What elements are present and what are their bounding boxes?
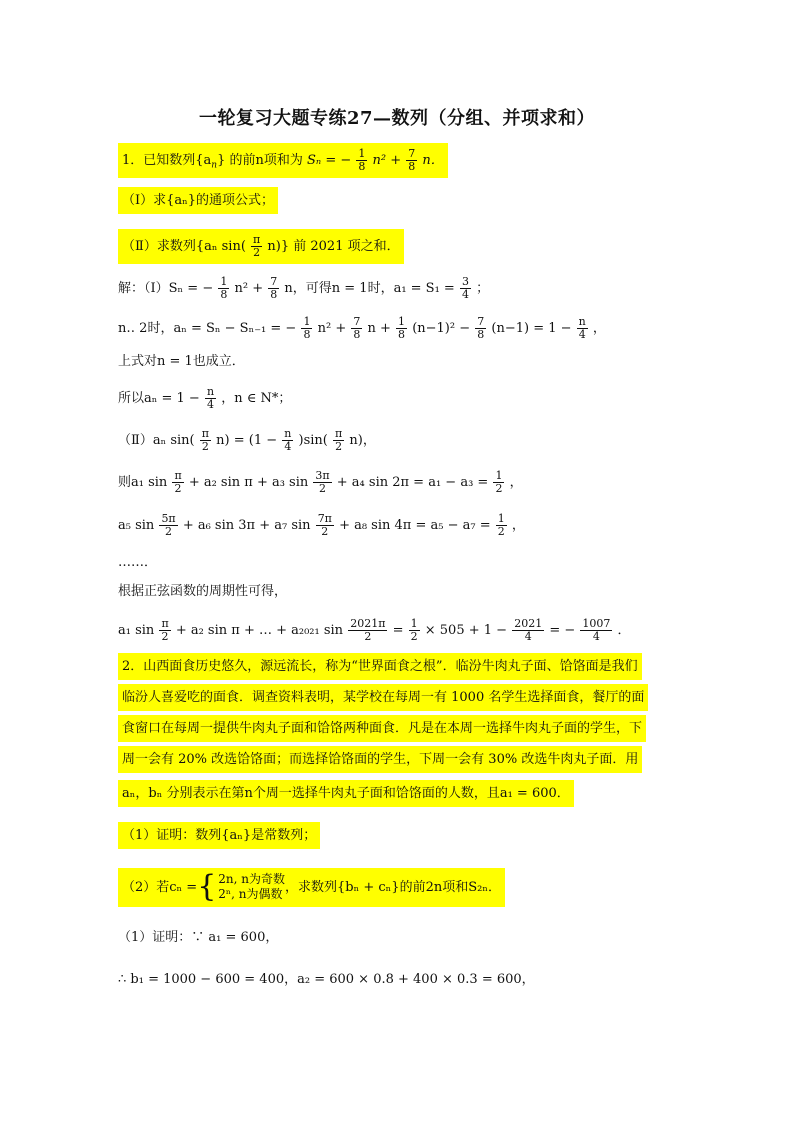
sol1-l5-frac-1: $\frac{\pi}{2}$ — [201, 427, 209, 453]
cases-brace: { — [197, 869, 217, 904]
q2-line-3-text: 食窗口在每周一提供牛肉丸子面和饸饹两种面食．凡是在本周一选择牛肉丸子面的学生，下 — [118, 715, 646, 742]
q1-part2-highlight — [118, 229, 404, 264]
sol1-l7-frac-3: $\frac{1}{2}$ — [497, 512, 505, 538]
sol1-l10-frac-1: $\frac{\pi}{2}$ — [161, 617, 169, 643]
sol1-l1-frac-3: $\frac{3}{4}$ — [461, 275, 469, 301]
q2-part1 — [118, 826, 320, 846]
sol1-line-1: 解：（Ⅰ）Sₙ = − $\frac{1}{8}$ n² + $\frac{7}{8}$ n，可得n = 1时，a₁ = S₁ = $\frac{3}{4}$ ； — [118, 275, 490, 301]
sol1-line-10: a₁ sin $\frac{\pi}{2}$ + a₂ sin π + … + a₂₀₂₁ sin $\frac{2021\pi}{2}$ = $\frac{1}{2}$ × 505 + 1 − $\frac{2021}{4}$ = − $\frac{1007}{4}$ ． — [118, 617, 631, 643]
sol1-l2-frac-5: $\frac{n}{4}$ — [578, 315, 586, 341]
sol1-l2-frac-2: $\frac{7}{8}$ — [353, 315, 361, 341]
sol1-line-8: ……． — [118, 555, 158, 570]
page-title: 一轮复习大题专练27—数列（分组、并项求和） — [198, 108, 596, 129]
sol1-line-6: 则a₁ sin $\frac{\pi}{2}$ + a₂ sin π + a₃ sin $\frac{3\pi}{2}$ + a₄ sin 2π = a₁ − a₃ = $\frac{1}{2}$ ， — [118, 469, 523, 495]
sol1-l5-frac-2: $\frac{n}{4}$ — [284, 427, 292, 453]
q1-formula-mid: n² + — [372, 153, 402, 168]
q1-frac-2: $\frac{7}{8}$ — [408, 147, 416, 173]
q2-part1-text: （1）证明：数列{aₙ}是常数列； — [118, 822, 320, 849]
sol1-l10-frac-4: $\frac{2021}{4}$ — [514, 617, 543, 643]
sol1-l1-frac-2: $\frac{7}{8}$ — [270, 275, 278, 301]
sol1-l2-frac-4: $\frac{7}{8}$ — [477, 315, 485, 341]
q1-stem-rest: } 的前n项和为 — [217, 153, 303, 168]
q2-line-2-text: 临汾人喜爱吃的面食．调查资料表明，某学校在每周一有 1000 名学生选择面食，餐厅的面 — [118, 684, 648, 711]
sol1-l1-frac-1: $\frac{1}{8}$ — [220, 275, 228, 301]
q2-part2 — [118, 869, 505, 904]
sol1-line-7: a₅ sin $\frac{5\pi}{2}$ + a₆ sin 3π + a₇ sin $\frac{7\pi}{2}$ + a₈ sin 4π = a₅ − a₇ = $\frac{1}{2}$ ， — [118, 512, 525, 538]
q2-line-2 — [118, 688, 648, 708]
q1-part2-a: （Ⅱ）求数列{aₙ sin( — [122, 239, 246, 254]
sol1-line-4: 所以aₙ = 1 − $\frac{n}{4}$ ，n ∈ N*； — [118, 385, 292, 411]
sol1-l10-frac-2: $\frac{2021\pi}{2}$ — [350, 617, 386, 643]
q2-part2-b: ，求数列{bₙ + cₙ}的前2n项和S₂ₙ． — [285, 879, 501, 895]
sol1-l5-frac-3: $\frac{\pi}{2}$ — [335, 427, 343, 453]
sol1-l10-frac-3: $\frac{1}{2}$ — [410, 617, 418, 643]
q1-stem — [118, 148, 448, 176]
q1-frac-1: $\frac{1}{8}$ — [358, 147, 366, 173]
sol1-l7-frac-1: $\frac{5\pi}{2}$ — [161, 512, 176, 538]
sol1-line-2: n‥ 2时，aₙ = Sₙ − Sₙ₋₁ = − $\frac{1}{8}$ n² + $\frac{7}{8}$ n + $\frac{1}{8}$ (n−1)² − $\frac{7}{8}$ (n−1) = 1 − $\frac{n}{4}$ ， — [118, 315, 606, 341]
sol2-line-2: ∴ b₁ = 1000 − 600 = 400，a₂ = 600 × 0.8 + 400 × 0.3 = 600， — [118, 972, 535, 987]
sol1-l6-frac-3: $\frac{1}{2}$ — [495, 469, 503, 495]
sol1-l10-frac-5: $\frac{1007}{4}$ — [582, 617, 611, 643]
q2-line-3 — [118, 719, 646, 739]
sol1-l6-frac-2: $\frac{3\pi}{2}$ — [315, 469, 330, 495]
sol1-line-5: （Ⅱ）aₙ sin( $\frac{\pi}{2}$ n) = (1 − $\frac{n}{4}$ )sin( $\frac{\pi}{2}$ n)， — [118, 427, 376, 453]
q2-line-5 — [118, 784, 574, 804]
q1-formula: Sₙ = − — [307, 153, 352, 168]
q1-part2-frac: $\frac{\pi}{2}$ — [253, 233, 261, 259]
q2-line-4 — [118, 750, 642, 770]
q1-formula-end: n． — [422, 153, 444, 168]
sol1-l2-frac-1: $\frac{1}{8}$ — [303, 315, 311, 341]
q2-line-1-text: 2．山西面食历史悠久，源远流长，称为“世界面食之根”．临汾牛肉丸子面、饸饹面是我们 — [118, 653, 642, 680]
sol1-l4-frac: $\frac{n}{4}$ — [206, 385, 215, 411]
sol1-l6-frac-1: $\frac{\pi}{2}$ — [174, 469, 182, 495]
q1-stem-highlight: 1．已知数列$\{a_n\}$ 的前n项和为 Sₙ = − $\frac{1}{8}$ n² + $\frac{7}{8}$ n． — [118, 143, 448, 178]
q2-part2-highlight — [118, 868, 505, 907]
q1-part2-b: n)} 前 2021 项之和． — [267, 239, 400, 254]
q1-stem-text: 1．已知数列{a — [122, 153, 212, 168]
q1-part2 — [118, 234, 404, 259]
sol1-line-3: 上式对n = 1也成立． — [118, 354, 245, 369]
sol1-l7-frac-2: $\frac{7\pi}{2}$ — [317, 512, 332, 538]
q1-part1 — [118, 191, 278, 211]
sol1-line-9: 根据正弦函数的周期性可得， — [118, 584, 288, 599]
q2-line-4-text: 周一会有 20% 改选饸饹面；而选择饸饹面的学生，下周一会有 30% 改选牛肉丸子面．用 — [118, 746, 642, 773]
q2-part2-a: （2）若cₙ = — [122, 879, 198, 895]
q1-part1-text: （Ⅰ）求{aₙ}的通项公式； — [118, 187, 278, 214]
q2-line-1 — [118, 657, 642, 677]
piecewise-cases: 2n, n为奇数 2ⁿ, n为偶数 — [218, 872, 286, 901]
sol1-l2-frac-3: $\frac{1}{8}$ — [398, 315, 406, 341]
q2-line-5-text: aₙ，bₙ 分别表示在第n个周一选择牛肉丸子面和饸饹面的人数，且a₁ = 600． — [118, 780, 574, 807]
sol2-line-1: （1）证明：∵ a₁ = 600， — [118, 930, 279, 945]
